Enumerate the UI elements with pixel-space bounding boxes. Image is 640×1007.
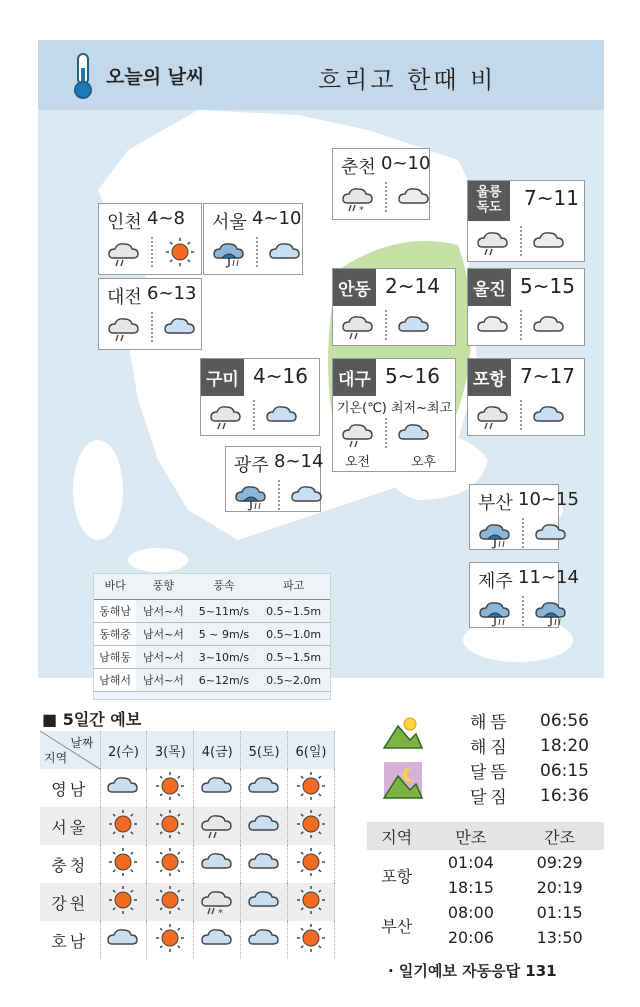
tide-low: 13:50 (536, 928, 583, 947)
sea-cell: 0.5~1.5m (257, 600, 330, 623)
forecast-icon (198, 884, 236, 919)
sun-mountain-icon (384, 712, 422, 748)
sea-cell: 동해중 (94, 623, 136, 646)
am-weather-icon (105, 311, 143, 343)
tide-row (367, 900, 604, 925)
pm-weather-icon (161, 311, 199, 343)
divider (385, 418, 387, 448)
svg-text:*: * (218, 908, 224, 919)
city-name: 부산 (478, 493, 513, 514)
five-day-table (40, 731, 335, 959)
sea-cell: 남서~서 (136, 669, 190, 692)
pm-weather-icon (288, 479, 326, 511)
am-weather-icon (474, 399, 512, 431)
tide-low: 20:19 (536, 878, 583, 897)
sea-header: 바다 (94, 574, 136, 600)
am-weather-icon (232, 479, 270, 511)
five-day-corner (40, 731, 100, 769)
am-weather-icon (105, 236, 143, 268)
sea-table (93, 573, 331, 700)
city-temp: 2~14 (385, 274, 440, 298)
sea-header: 풍향 (136, 574, 190, 600)
day-header: 5(토) (241, 731, 288, 769)
tide-table (367, 822, 604, 950)
city-temp: 0~10 (381, 153, 431, 174)
city-card-uljin (467, 268, 585, 346)
sun-moon-row (470, 758, 610, 783)
footer-note: · 일기예보 자동응답 131 (388, 962, 557, 980)
city-card-daegu (332, 358, 456, 472)
sun-moon-time: 18:20 (540, 735, 589, 756)
sea-row (94, 669, 330, 692)
divider (385, 310, 387, 340)
region-row (40, 807, 335, 845)
forecast-icon (104, 808, 142, 840)
pm-weather-icon (532, 595, 570, 627)
forecast-icon (245, 884, 283, 916)
city-name: 대전 (107, 287, 142, 308)
region-name: 강원 (40, 883, 100, 921)
city-temp: 8~14 (274, 451, 324, 472)
city-temp: 7~17 (520, 364, 575, 388)
sea-row (94, 623, 330, 646)
sun-moon-row (470, 708, 610, 733)
sea-header: 파고 (257, 574, 330, 600)
sea-cell: 0.5~2.0m (257, 669, 330, 692)
pm-weather-icon (263, 399, 301, 431)
five-day-title: ■ 5일간 예보 (42, 710, 142, 729)
tide-header: 지역 (367, 822, 427, 850)
divider (520, 310, 522, 340)
city-temp: 5~15 (520, 274, 575, 298)
region-row (40, 921, 335, 959)
map-panel (38, 40, 604, 687)
moon-mountain-icon (384, 762, 422, 798)
today-label: 오늘의 날씨 (106, 66, 205, 88)
legend-am: 오전 (345, 455, 371, 470)
sea-cell: 3~10m/s (191, 646, 258, 669)
forecast-icon (151, 808, 189, 840)
svg-text:*: * (359, 205, 364, 216)
divider (151, 237, 153, 267)
sun-moon-time: 06:15 (540, 760, 589, 781)
city-card-pohang (467, 358, 585, 436)
pm-weather-icon (532, 517, 570, 549)
city-temp: 4~8 (147, 208, 185, 229)
forecast-icon (292, 770, 330, 802)
am-weather-icon (207, 399, 245, 431)
city-card-seoul (203, 203, 303, 275)
pm-weather-icon (266, 236, 304, 268)
region-name: 서울 (40, 807, 100, 845)
corner-region-label: 지역 (44, 751, 68, 765)
tide-header: 만조 (427, 822, 516, 850)
sun-moon-time: 16:36 (540, 785, 589, 806)
sea-cell: 남서~서 (136, 646, 190, 669)
forecast-icon (151, 770, 189, 802)
legend-temp-note: 기온(℃) 최저~최고 (337, 401, 453, 416)
tide-high: 08:00 (447, 903, 494, 922)
region-name: 호남 (40, 921, 100, 959)
day-header: 4(금) (194, 731, 241, 769)
forecast-icon (104, 884, 142, 916)
forecast-icon (198, 808, 236, 840)
pm-weather-icon (395, 417, 433, 449)
tide-header: 간조 (515, 822, 604, 850)
region-name: 영남 (40, 769, 100, 807)
city-temp: 10~15 (518, 489, 579, 510)
sea-row (94, 646, 330, 669)
forecast-icon (245, 922, 283, 954)
pm-weather-icon (530, 399, 568, 431)
forecast-icon (292, 846, 330, 878)
city-temp: 7~11 (524, 186, 579, 210)
day-header: 2(수) (100, 731, 147, 769)
city-temp: 6~13 (147, 283, 197, 304)
sea-cell: 0.5~1.5m (257, 646, 330, 669)
corner-date-label: 날짜 (70, 736, 94, 750)
am-weather-icon (339, 181, 377, 216)
forecast-icon (151, 846, 189, 878)
divider (522, 518, 524, 548)
sea-cell: 0.5~1.0m (257, 623, 330, 646)
sun-moon-label: 해뜸 (470, 713, 511, 733)
divider (522, 596, 524, 626)
sea-cell: 남해서 (94, 669, 136, 692)
am-weather-icon (339, 417, 377, 449)
forecast-icon (292, 922, 330, 954)
city-name: 광주 (234, 455, 269, 476)
forecast-icon (292, 884, 330, 916)
city-card-andong (332, 268, 456, 346)
forecast-icon (198, 770, 236, 802)
city-name: 울릉 독도 (468, 181, 510, 221)
forecast-icon (198, 922, 236, 954)
day-header: 6(일) (288, 731, 335, 769)
divider (253, 400, 255, 430)
pm-weather-icon (395, 181, 433, 213)
sea-row (94, 600, 330, 623)
am-weather-icon (339, 309, 377, 341)
region-name: 충청 (40, 845, 100, 883)
sea-cell: 남해동 (94, 646, 136, 669)
pm-weather-icon (530, 225, 568, 257)
legend-pm: 오후 (411, 455, 437, 470)
day-header: 3(목) (147, 731, 194, 769)
sun-moon-label: 달뜸 (470, 763, 511, 783)
tide-place: 부산 (381, 916, 413, 936)
city-card-daejeon (98, 278, 202, 350)
sun-moon-times (470, 708, 610, 808)
forecast-icon (198, 846, 236, 878)
city-name: 대구 (333, 359, 376, 396)
tide-low: 09:29 (536, 853, 583, 872)
city-temp: 11~14 (518, 567, 579, 588)
headline: 흐리고 한때 비 (318, 66, 497, 94)
forecast-icon (245, 846, 283, 878)
sea-cell: 남서~서 (136, 623, 190, 646)
sun-moon-label: 해짐 (470, 738, 511, 758)
divider (151, 312, 153, 342)
sun-moon-row (470, 783, 610, 808)
region-row (40, 883, 335, 921)
am-weather-icon (474, 225, 512, 257)
forecast-icon (245, 770, 283, 802)
am-weather-icon (210, 236, 248, 268)
forecast-icon (104, 846, 142, 878)
divider (385, 182, 387, 212)
sun-moon-label: 달짐 (470, 788, 511, 808)
sea-cell: 5~11m/s (191, 600, 258, 623)
sea-cell: 남서~서 (136, 600, 190, 623)
divider (256, 237, 258, 267)
am-weather-icon (476, 517, 514, 549)
city-temp: 4~10 (252, 208, 302, 229)
city-name: 울진 (468, 269, 511, 306)
region-row (40, 845, 335, 883)
sea-cell: 동해남 (94, 600, 136, 623)
city-card-chuncheon (332, 148, 430, 220)
forecast-icon (104, 770, 142, 802)
city-name: 안동 (333, 269, 376, 306)
tide-low: 01:15 (536, 903, 583, 922)
city-name: 포항 (468, 359, 511, 396)
pm-weather-icon (530, 309, 568, 341)
city-name: 구미 (201, 359, 244, 396)
tide-place: 포항 (381, 866, 413, 886)
city-card-ulleung (467, 180, 585, 262)
tide-high: 01:04 (447, 853, 494, 872)
city-card-gumi (200, 358, 320, 436)
tide-row (367, 850, 604, 875)
city-temp: 4~16 (253, 364, 308, 388)
tide-high: 20:06 (447, 928, 494, 947)
city-card-incheon (98, 203, 202, 275)
sea-header: 풍속 (191, 574, 258, 600)
sea-cell: 5 ~ 9m/s (191, 623, 258, 646)
sea-cell: 6~12m/s (191, 669, 258, 692)
sun-moon-row (470, 733, 610, 758)
city-name: 인천 (107, 212, 142, 233)
city-name: 제주 (478, 571, 513, 592)
city-card-jeju (469, 562, 579, 628)
city-card-busan (469, 484, 579, 550)
forecast-icon (245, 808, 283, 840)
pm-weather-icon (161, 236, 199, 268)
forecast-icon (151, 922, 189, 954)
forecast-icon (104, 922, 142, 954)
city-card-gwangju (225, 446, 324, 512)
divider (520, 226, 522, 256)
divider (278, 480, 280, 510)
city-name: 춘천 (341, 157, 376, 178)
pm-weather-icon (395, 309, 433, 341)
forecast-icon (151, 884, 189, 916)
am-weather-icon (476, 595, 514, 627)
forecast-icon (292, 808, 330, 840)
am-weather-icon (474, 309, 512, 341)
tide-high: 18:15 (447, 878, 494, 897)
sun-moon-time: 06:56 (540, 710, 589, 731)
region-row (40, 769, 335, 807)
city-temp: 5~16 (385, 364, 440, 388)
divider (520, 400, 522, 430)
city-name: 서울 (212, 212, 247, 233)
